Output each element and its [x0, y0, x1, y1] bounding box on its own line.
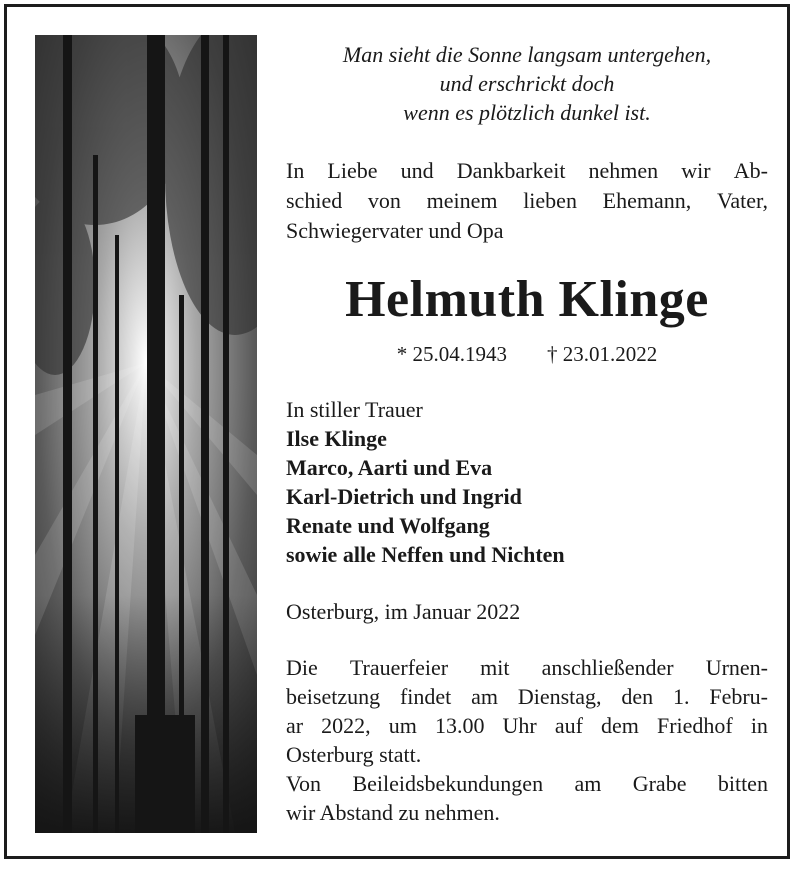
intro-line — [286, 156, 768, 186]
word: und — [400, 158, 434, 183]
place-and-date: Osterburg, im Januar 2022 — [286, 599, 521, 624]
word: Urnen- — [705, 655, 768, 680]
deceased-name: Helmuth Klinge — [345, 271, 709, 328]
forest-sunlight-photo — [35, 35, 257, 833]
word: 1. — [673, 684, 690, 709]
ceremony-line — [286, 769, 768, 798]
word: 2022, — [321, 713, 371, 738]
word: in — [750, 713, 768, 738]
mourner-name: Ilse Klinge — [286, 426, 387, 451]
funeral-details — [286, 653, 768, 827]
word: beisetzung — [286, 684, 381, 709]
word: von — [367, 188, 401, 213]
word: um — [388, 713, 417, 738]
word: Febru- — [709, 684, 768, 709]
word: Trauerfeier — [349, 655, 449, 680]
word: mit — [480, 655, 510, 680]
mourner-name: Karl-Dietrich und Ingrid — [286, 484, 522, 509]
farewell-intro — [286, 156, 768, 246]
word: In — [286, 158, 305, 183]
word: Die — [286, 655, 318, 680]
ceremony-line — [286, 711, 768, 740]
word: Uhr — [502, 713, 537, 738]
ceremony-line: Osterburg statt. — [286, 742, 422, 767]
mourners-heading: In stiller Trauer — [286, 397, 423, 422]
word: Ab- — [733, 158, 768, 183]
word: Dankbarkeit — [456, 158, 566, 183]
word: Ehemann, — [602, 188, 692, 213]
mourners-list — [286, 395, 768, 569]
word: Beileidsbekundungen — [352, 771, 544, 796]
word: Von — [286, 771, 322, 796]
word: findet — [399, 684, 452, 709]
word: nehmen — [588, 158, 659, 183]
word: Dienstag, — [517, 684, 602, 709]
quote-line: und erschrickt doch — [439, 71, 615, 96]
ceremony-line: wir Abstand zu nehmen. — [286, 800, 500, 825]
death-date: † 23.01.2022 — [547, 342, 658, 366]
quote-line: Man sieht die Sonne langsam untergehen, — [342, 42, 712, 67]
intro-line: Schwiegervater und Opa — [286, 218, 504, 243]
word: bitten — [717, 771, 768, 796]
mourner-name: Renate und Wolfgang — [286, 513, 490, 538]
ceremony-line — [286, 653, 768, 682]
ceremony-line — [286, 682, 768, 711]
word: ar — [286, 713, 304, 738]
word: anschließender — [541, 655, 674, 680]
birth-date: * 25.04.1943 — [396, 342, 507, 366]
word: Vater, — [716, 188, 768, 213]
quote-line: wenn es plötzlich dunkel ist. — [403, 100, 651, 125]
word: wir — [681, 158, 711, 183]
word: Grabe — [632, 771, 687, 796]
word: 13.00 — [434, 713, 485, 738]
word: auf — [554, 713, 583, 738]
word: lieben — [523, 188, 577, 213]
word: meinem — [426, 188, 498, 213]
memorial-quote — [286, 40, 768, 127]
mourner-name: Marco, Aarti und Eva — [286, 455, 493, 480]
word: schied — [286, 188, 343, 213]
word: am — [471, 684, 498, 709]
life-dates — [286, 339, 768, 369]
mourner-name: sowie alle Neffen und Nichten — [286, 542, 565, 567]
word: den — [621, 684, 654, 709]
word: Friedhof — [656, 713, 733, 738]
word: dem — [601, 713, 639, 738]
word: Liebe — [327, 158, 378, 183]
word: am — [574, 771, 602, 796]
intro-line — [286, 186, 768, 216]
